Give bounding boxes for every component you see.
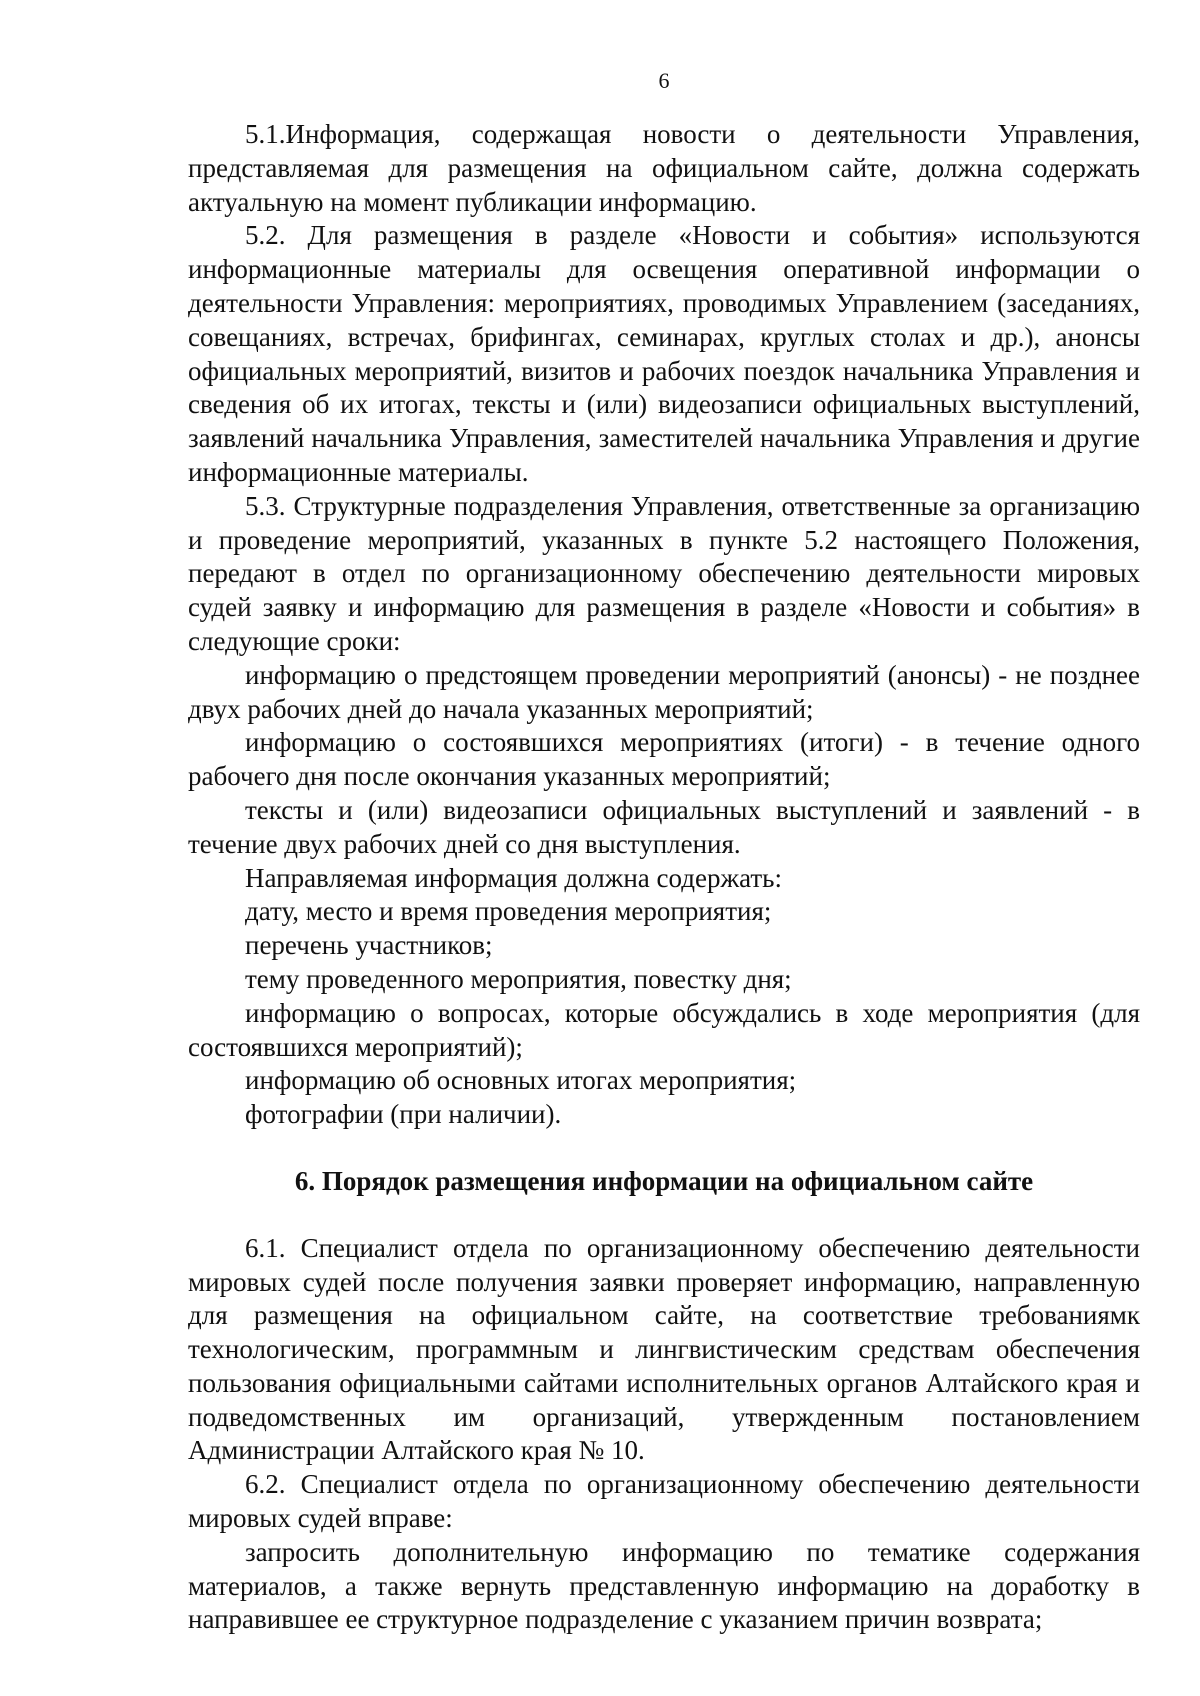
- document-body: [188, 118, 1140, 1637]
- deadline-speeches: тексты и (или) видеозаписи официальных выступлений и заявлений - в течение двух рабочих дней со дня выступления.: [188, 794, 1140, 859]
- deadline-announcements: информацию о предстоящем проведении мероприятий (анонсы) - не позднее двух рабочих дней до начала указанных мероприятий;: [188, 659, 1140, 724]
- paragraph-6-1: 6.1. Специалист отдела по организационному обеспечению деятельности мировых судей после получения заявки проверяет информацию, направленную для размещения на официальном сайте, на соответствие требованиямк технологическим, программным и лингвистическим средствам обеспечения пользования официальными сайтами исполнительных органов Алтайского края и подведомственных им организаций, утвержденным постановлением Администрации Алтайского края № 10.: [188, 1232, 1140, 1466]
- page-number: 6: [658, 68, 670, 93]
- required-info-topic: тему проведенного мероприятия, повестку дня;: [245, 963, 792, 994]
- paragraph-5-1: 5.1.Информация, содержащая новости о деятельности Управления, представляемая для размещения на официальном сайте, должна содержать актуальную на момент публикации информацию.: [188, 119, 1140, 217]
- right-request-info: запросить дополнительную информацию по тематике содержания материалов, а также вернуть представленную информацию на доработку в направившее ее структурное подразделение с указанием причин возврата;: [188, 1536, 1140, 1635]
- spacer: [188, 1132, 1140, 1165]
- spacer: [188, 1199, 1140, 1232]
- deadline-results: информацию о состоявшихся мероприятиях (итоги) - в течение одного рабочего дня после окончания указанных мероприятий;: [188, 727, 1140, 792]
- paragraph-5-3: 5.3. Структурные подразделения Управления, ответственные за организацию и проведение мероприятий, указанных в пункте 5.2 настоящего Положения, передают в отдел по организационному обеспечению деятельности мировых судей заявку и информацию для размещения в разделе «Новости и события» в следующие сроки:: [188, 490, 1140, 656]
- required-info-date: дату, место и время проведения мероприятия;: [245, 896, 772, 927]
- required-info-questions: информацию о вопросах, которые обсуждались в ходе мероприятия (для состоявшихся мероприятий);: [188, 997, 1140, 1062]
- required-info-intro: Направляемая информация должна содержать:: [245, 862, 782, 893]
- paragraph-6-2: 6.2. Специалист отдела по организационному обеспечению деятельности мировых судей вправе:: [188, 1469, 1140, 1534]
- required-info-participants: перечень участников;: [245, 930, 493, 961]
- required-info-photos: фотографии (при наличии).: [245, 1099, 562, 1130]
- required-info-results: информацию об основных итогах мероприятия;: [245, 1065, 797, 1096]
- paragraph-5-2: 5.2. Для размещения в разделе «Новости и события» используются информационные материалы для освещения оперативной информации о деятельности Управления: мероприятиях, проводимых Управлением (заседаниях, совещаниях, встречах, брифингах, семинарах, круглых столах и др.), анонсы официальных мероприятий, визитов и рабочих поездок начальника Управления и сведения об их итогах, тексты и (или) видеозаписи официальных выступлений, заявлений начальника Управления, заместителей начальника Управления и другие информационные материалы.: [188, 220, 1140, 487]
- section-6-heading: 6. Порядок размещения информации на официальном сайте: [294, 1165, 1034, 1196]
